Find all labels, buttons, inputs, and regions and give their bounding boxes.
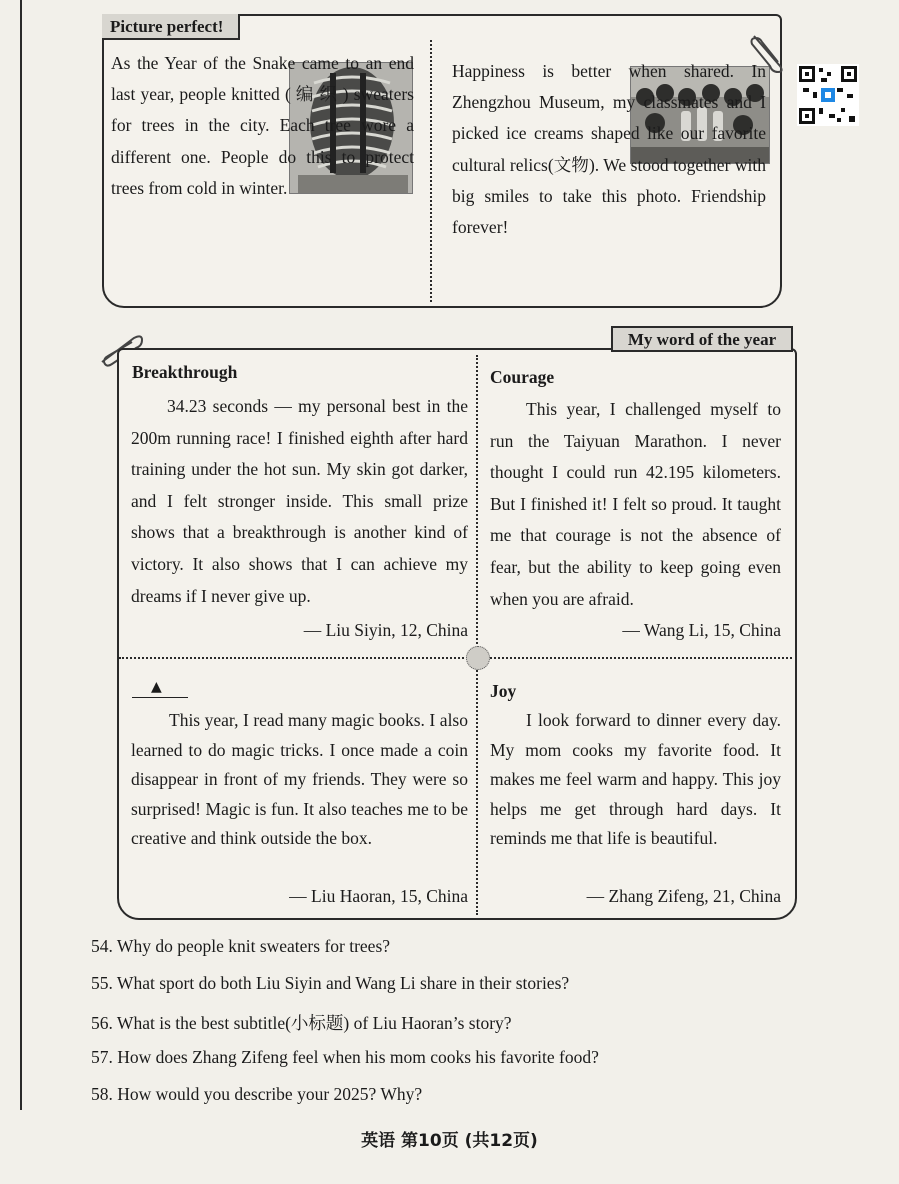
word-of-year-vertical-divider [476,355,478,915]
picture-perfect-left-text: As the Year of the Snake came to an end last year, people knitted ( 编 织 ) sweaters for trees in the city. Each tree wore a different one. People do this to protect trees from cold in winter. [111,53,414,198]
entry-signature-wang-li: — Wang Li, 15, China [622,620,781,640]
picture-perfect-divider [430,40,432,302]
question-57: 57. How does Zhang Zifeng feel when his mom cooks his favorite food? [91,1047,599,1067]
entry-signature-liu-siyin: — Liu Siyin, 12, China [303,620,468,640]
picture-perfect-right-text: Happiness is better when shared. In Zhengzhou Museum, my classmates and I picked ice creams shaped like our favorite cultural relics(文物). We stood together with big smiles to take this photo. Friendship forever! [452,61,766,238]
page-margin-line [20,0,22,1110]
question-56: 56. What is the best subtitle(小标题) of Liu Haoran’s story? [91,1013,512,1033]
divider-center-dot [466,646,490,670]
word-of-year-title: My word of the year [611,326,793,352]
entry-text-magic: This year, I read many magic books. I also learned to do magic tricks. I once made a coin disappear in front of my friends. They were so surprised! Magic is fun. It also teaches me to be creative and think outside the box. [131,710,468,848]
entry-signature-zhang-zifeng: — Zhang Zifeng, 21, China [586,886,781,906]
page-footer: 英语 第10页 (共12页) [361,1131,538,1151]
qr-code-icon [797,64,859,126]
question-55: 55. What sport do both Liu Siyin and Wang Li share in their stories? [91,973,570,993]
entry-text-joy: I look forward to dinner every day. My mom cooks my favorite food. It makes me feel warm and happy. This joy helps me get through hard days. It reminds me that life is beautiful. [490,710,781,848]
entry-heading-breakthrough: Breakthrough [132,362,238,382]
entry-signature-liu-haoran: — Liu Haoran, 15, China [289,886,468,906]
entry-heading-courage: Courage [490,367,555,387]
picture-perfect-title: Picture perfect! [102,14,240,40]
word-of-year-horizontal-divider [119,657,792,659]
entry-text-breakthrough: 34.23 seconds — my personal best in the 200m running race! I finished eighth after hard training under the hot sun. My skin got darker, and I felt stronger inside. This small prize shows that a breakthrough is another kind of victory. It also shows that I can achieve my dreams if I never give up. [131,396,468,606]
blank-heading-marker: ▲ [151,679,162,695]
question-54: 54. Why do people knit sweaters for trees? [91,936,391,956]
blank-heading-line [132,697,188,698]
entry-heading-joy: Joy [490,681,517,701]
paper-clip-icon [748,30,788,74]
question-58: 58. How would you describe your 2025? Why? [91,1084,423,1104]
entry-text-courage: This year, I challenged myself to run the Taiyuan Marathon. I never thought I could run 42.195 kilometers. But I finished it! I felt so proud. It taught me that courage is not the absence of fear, but the ability to keep going even when you are afraid. [490,399,781,609]
